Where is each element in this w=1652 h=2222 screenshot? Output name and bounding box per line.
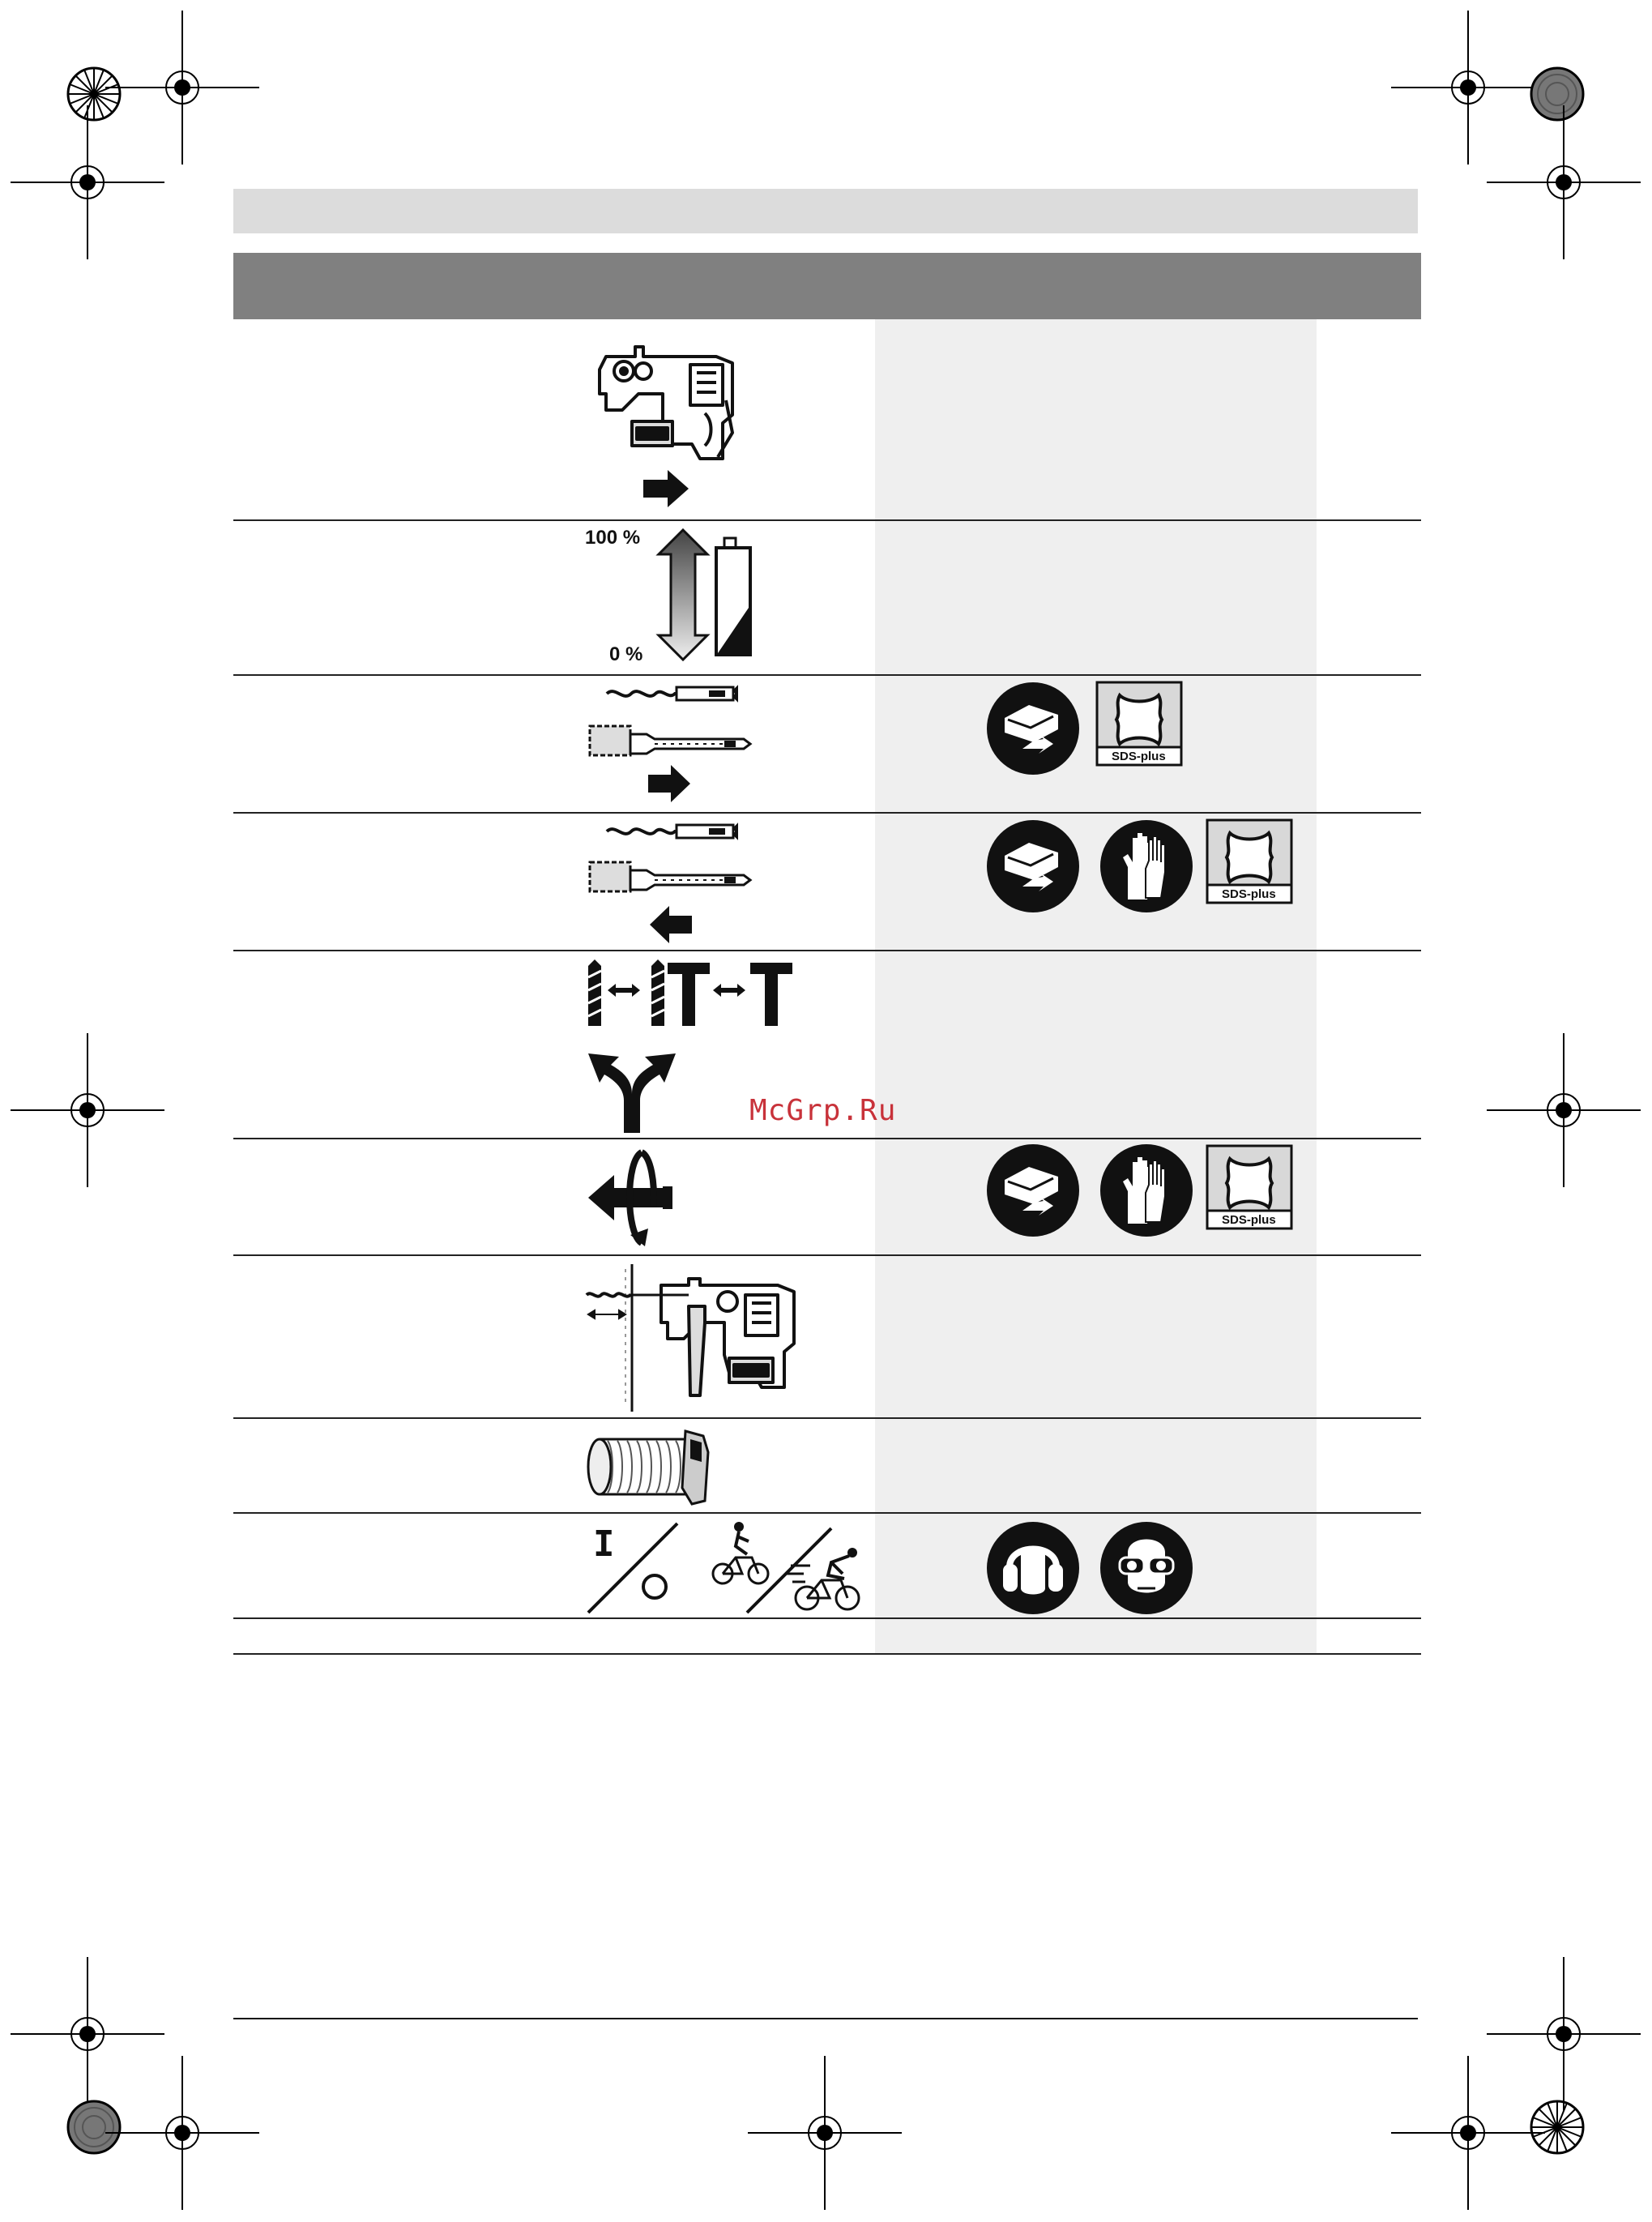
arrow-right-icon	[642, 468, 690, 509]
charge-bottom-label: 0 %	[609, 643, 643, 665]
crosshair-mark	[11, 1033, 164, 1187]
row-divider	[233, 1138, 1421, 1139]
crosshair-mark	[105, 2056, 259, 2210]
on-off-switch-icon	[585, 1520, 682, 1616]
starburst-mark	[1531, 2101, 1583, 2153]
eye-protection-icon	[1099, 1520, 1194, 1616]
row-divider	[233, 1653, 1421, 1655]
row-divider	[233, 519, 1421, 521]
battery-removed-icon	[985, 681, 1081, 776]
row-divider	[233, 1417, 1421, 1419]
charge-top-label: 100 %	[585, 527, 641, 549]
bike-speed-icon	[710, 1520, 872, 1616]
sds-plus-label: SDS-plus	[1222, 1213, 1276, 1227]
battery-removed-icon	[985, 818, 1081, 914]
row-divider	[233, 674, 1421, 676]
arrow-right-icon	[647, 763, 692, 804]
crosshair-mark	[1391, 11, 1545, 165]
footer-rule	[233, 2018, 1418, 2019]
fork-arrow-icon	[587, 1049, 676, 1135]
crosshair-mark	[11, 105, 164, 259]
drill-bit-icon	[604, 820, 741, 843]
drill-bit-icon	[604, 682, 741, 705]
grey-disk-mark	[68, 2101, 120, 2153]
double-arrow-icon	[655, 528, 711, 663]
row-divider	[233, 812, 1421, 814]
row-divider	[233, 950, 1421, 951]
row-divider	[233, 1254, 1421, 1256]
dust-hose-icon	[583, 1423, 713, 1509]
header-dark-bar	[233, 253, 1421, 319]
battery-removed-icon	[985, 1143, 1081, 1238]
sds-plus-label: SDS-plus	[1222, 887, 1276, 901]
chisel-icon	[587, 859, 757, 895]
row-divider	[233, 1512, 1421, 1514]
on-label: I	[593, 1523, 615, 1565]
header-light-bar	[233, 189, 1418, 233]
rotate-chisel-icon	[585, 1147, 676, 1248]
crosshair-mark	[11, 1957, 164, 2111]
crosshair-mark	[748, 2056, 902, 2210]
battery-level-icon	[713, 536, 755, 658]
watermark-text: McGrp.Ru	[749, 1094, 897, 1127]
row-divider	[233, 1617, 1421, 1619]
crosshair-mark	[105, 11, 259, 165]
crosshair-mark	[1487, 1957, 1641, 2111]
arrow-left-icon	[648, 904, 694, 945]
mode-select-icon	[583, 958, 826, 1028]
bike-fast-icon	[786, 1548, 859, 1609]
crosshair-mark	[1487, 1033, 1641, 1187]
hammer-with-depth-stop-icon	[583, 1261, 843, 1415]
gloves-icon	[1099, 818, 1194, 914]
gloves-icon	[1099, 1143, 1194, 1238]
chisel-icon	[587, 723, 757, 758]
crosshair-mark	[1487, 105, 1641, 259]
bike-slow-icon	[713, 1522, 768, 1583]
ear-protection-icon	[985, 1520, 1081, 1616]
grey-disk-mark	[1531, 68, 1583, 120]
starburst-mark	[68, 68, 120, 120]
sds-plus-label: SDS-plus	[1112, 750, 1166, 763]
crosshair-mark	[1391, 2056, 1545, 2210]
